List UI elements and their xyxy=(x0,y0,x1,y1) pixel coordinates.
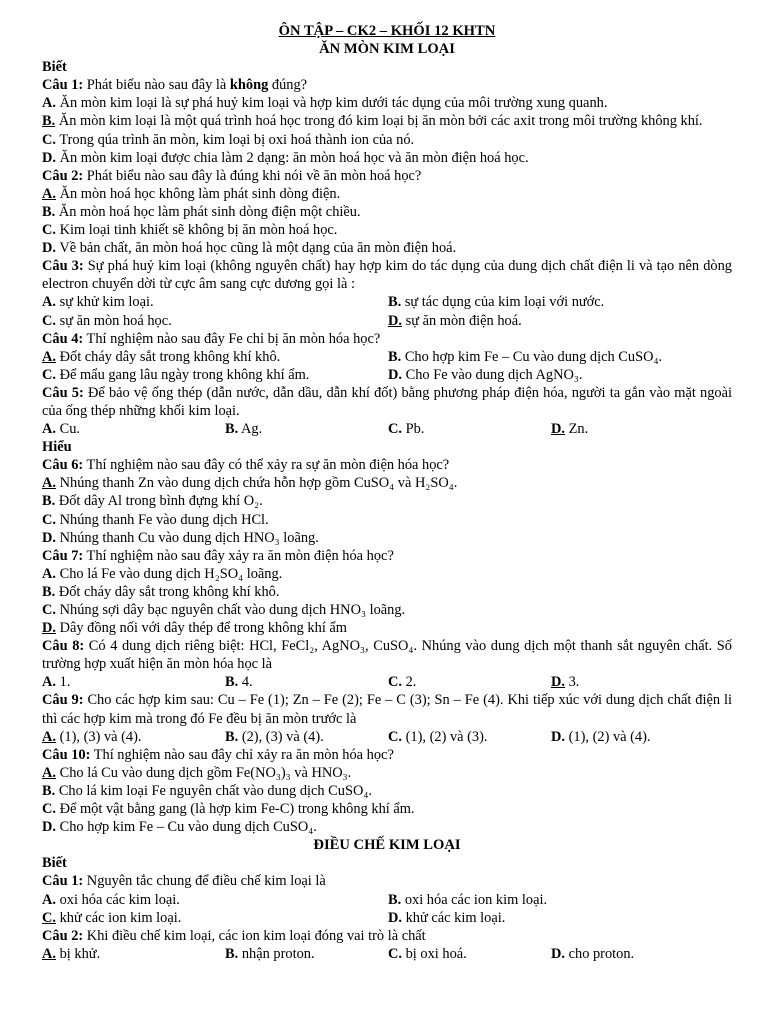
option-letter-marked: B. xyxy=(42,113,56,130)
option-letter: A. xyxy=(42,95,56,112)
option-text: (1), (2) và (4). xyxy=(568,728,651,745)
option xyxy=(42,565,732,583)
option xyxy=(42,619,732,637)
option-text: bị oxi hoá. xyxy=(405,945,467,962)
option-letter-marked: A. xyxy=(42,764,56,781)
option-text: bị khử. xyxy=(59,945,101,962)
question-stem: Thí nghiệm nào sau đây chỉ xảy ra ăn mòn hóa học? xyxy=(93,746,394,763)
question-stem: Sự phá huỷ kim loại (không nguyên chất) hay hợp kim do tác dụng của dung dịch chất điện li và tạo nên dòng electron chuyển dời từ cực âm sang cực dương gọi là : xyxy=(42,258,732,293)
options-row xyxy=(42,366,732,384)
option xyxy=(42,583,732,601)
question-stem: Khi điều chế kim loại, các ion kim loại đóng vai trò là chất xyxy=(86,927,426,944)
options-row xyxy=(42,909,732,927)
question-stem-emphasis: không xyxy=(229,77,269,94)
level-heading: Biết xyxy=(42,855,67,872)
option xyxy=(42,492,732,510)
question xyxy=(42,456,732,474)
question-number: Câu 10: xyxy=(42,746,91,763)
options-row xyxy=(42,312,732,330)
option-text: Về bản chất, ăn mòn hoá học cũng là một dạng của ăn mòn điện hoá. xyxy=(59,240,457,257)
question xyxy=(42,872,732,890)
option-text: Ăn mòn hoá học làm phát sinh dòng điện một chiều. xyxy=(58,203,361,220)
option xyxy=(388,420,424,438)
option-letter: A. xyxy=(42,891,56,908)
question-stem: Thí nghiệm nào sau đây Fe chỉ bị ăn mòn hóa học? xyxy=(86,330,381,347)
option-letter: B. xyxy=(42,493,56,510)
options-row xyxy=(42,348,732,366)
option-letter: C. xyxy=(42,801,56,818)
question-number: Câu 8: xyxy=(42,638,85,655)
option-text: Ăn mòn kim loại là sự phá huỷ kim loại và hợp kim dưới tác dụng của môi trường xung quanh. xyxy=(59,95,608,112)
option xyxy=(551,728,651,746)
option-text: sự ăn mòn điện hoá. xyxy=(405,312,522,329)
option-text: khử các ion kim loại. xyxy=(59,909,182,926)
option-text: Pb. xyxy=(405,421,425,438)
option xyxy=(551,945,634,963)
question xyxy=(42,257,732,293)
option-text: Cho Fe vào dung dịch AgNO₃. xyxy=(405,366,583,383)
option-text: (1), (3) và (4). xyxy=(59,728,142,745)
question-stem: Phát biểu nào sau đây là xyxy=(86,77,230,94)
options-row xyxy=(42,420,732,438)
question-stem: Cho các hợp kim sau: Cu – Fe (1); Zn – Fe (2); Fe – C (3); Sn – Fe (4). Khi tiếp xúc với dung dịch chất điện li thì các hợp kim mà trong đó Fe đều bị ăn mòn trước là xyxy=(42,692,732,727)
option-letter: D. xyxy=(388,366,402,383)
question-stem: Nguyên tắc chung để điều chế kim loại là xyxy=(86,873,326,890)
option-letter: A. xyxy=(42,565,56,582)
option-letter-marked: D. xyxy=(42,620,56,637)
option-letter: C. xyxy=(42,511,56,528)
option-text: Cho lá Cu vào dung dịch gồm Fe(NO₃)₃ và HNO₃. xyxy=(59,764,352,781)
option-letter: C. xyxy=(388,421,402,438)
question xyxy=(42,547,732,565)
question-number: Câu 2: xyxy=(42,167,84,184)
option-letter: D. xyxy=(42,529,56,546)
option-text: Đốt dây Al trong bình đựng khí O₂. xyxy=(58,493,263,510)
option-text: sự khử kim loại. xyxy=(59,294,154,311)
level-heading: Hiểu xyxy=(42,439,72,456)
option-letter: B. xyxy=(225,728,239,745)
option-text: Kim loại tinh khiết sẽ không bị ăn mòn hoá học. xyxy=(59,222,338,239)
option-letter: B. xyxy=(388,294,402,311)
option-letter: C. xyxy=(42,131,56,148)
option-letter: A. xyxy=(42,421,56,438)
option-text: sự tác dụng của kim loại với nước. xyxy=(404,294,605,311)
option xyxy=(388,945,467,963)
option-letter: B. xyxy=(225,674,239,691)
option xyxy=(42,149,732,167)
option xyxy=(42,673,70,691)
option-text: 4. xyxy=(241,674,253,691)
option xyxy=(42,511,732,529)
option-text: Cho hợp kim Fe – Cu vào dung dịch CuSO₄. xyxy=(404,348,663,365)
option-text: 2. xyxy=(405,674,417,691)
option-letter: A. xyxy=(42,294,56,311)
option-text: oxi hóa các ion kim loại. xyxy=(404,891,548,908)
option xyxy=(42,94,732,112)
question-stem: Thí nghiệm nào sau đây xảy ra ăn mòn điện hóa học? xyxy=(86,547,394,564)
option xyxy=(225,673,253,691)
question xyxy=(42,76,732,94)
question xyxy=(42,330,732,348)
question xyxy=(42,637,732,673)
option xyxy=(42,203,732,221)
option-text: Để mẩu gang lâu ngày trong không khí ẩm. xyxy=(59,366,310,383)
option xyxy=(388,728,488,746)
option xyxy=(42,348,280,366)
question-stem: Phát biểu nào sau đây là đúng khi nói về ăn mòn hoá học? xyxy=(86,167,422,184)
option-text: Nhúng thanh Zn vào dung dịch chứa hỗn hợp gồm CuSO₄ và H₂SO₄. xyxy=(59,475,458,492)
options-row xyxy=(42,728,732,746)
option xyxy=(42,185,732,203)
question xyxy=(42,384,732,420)
option xyxy=(388,366,583,384)
option xyxy=(225,945,315,963)
option-letter-marked: A. xyxy=(42,185,56,202)
option-letter-marked: A. xyxy=(42,945,56,962)
option xyxy=(42,891,180,909)
option xyxy=(42,112,732,130)
option-text: cho proton. xyxy=(568,945,635,962)
option-letter: B. xyxy=(225,945,239,962)
option-text: Cho lá Fe vào dung dịch H₂SO₄ loãng. xyxy=(59,565,283,582)
option-letter: A. xyxy=(42,674,56,691)
question-number: Câu 5: xyxy=(42,384,84,401)
option-text: khử các kim loại. xyxy=(405,909,506,926)
option-text: 1. xyxy=(59,674,71,691)
option-text: oxi hóa các kim loại. xyxy=(59,891,180,908)
option-letter: D. xyxy=(42,149,56,166)
option xyxy=(42,909,181,927)
option-text: Ag. xyxy=(241,421,263,438)
option-letter-marked: D. xyxy=(551,421,565,438)
option xyxy=(225,420,262,438)
option xyxy=(42,529,732,547)
option-text: Nhúng thanh Cu vào dung dịch HNO₃ loãng. xyxy=(59,529,319,546)
option-letter-marked: D. xyxy=(388,312,402,329)
option xyxy=(388,348,662,366)
option-letter: C. xyxy=(388,674,402,691)
option-text: Đốt cháy dây sắt trong không khí khô. xyxy=(58,583,280,600)
option xyxy=(42,764,732,782)
option xyxy=(388,293,604,311)
option xyxy=(225,728,324,746)
option-text: Ăn mòn hoá học không làm phát sinh dòng điện. xyxy=(59,185,341,202)
option-text: Cho lá kim loại Fe nguyên chất vào dung dịch CuSO₄. xyxy=(58,782,372,799)
option xyxy=(551,420,588,438)
options-row xyxy=(42,673,732,691)
question xyxy=(42,927,732,945)
option-letter: B. xyxy=(225,421,239,438)
question xyxy=(42,167,732,185)
option xyxy=(42,474,732,492)
option xyxy=(388,891,547,909)
question-number: Câu 1: xyxy=(42,873,84,890)
options-row xyxy=(42,891,732,909)
question-stem: đúng? xyxy=(268,77,308,94)
option-letter: B. xyxy=(42,203,56,220)
option xyxy=(42,601,732,619)
option xyxy=(42,366,309,384)
option-letter: B. xyxy=(42,782,56,799)
option-letter: C. xyxy=(42,222,56,239)
option-letter: D. xyxy=(42,819,56,836)
question-stem: Có 4 dung dịch riêng biệt: HCl, FeCl₂, AgNO₃, CuSO₄. Nhúng vào dung dịch một thanh sắt nguyên chất. Số trường hợp xuất hiện ăn mòn hóa học là xyxy=(42,638,732,673)
option xyxy=(42,818,732,836)
question-number: Câu 9: xyxy=(42,692,84,709)
option-text: Trong qúa trình ăn mòn, kim loại bị oxi hoá thành ion của nó. xyxy=(59,131,415,148)
question-number: Câu 3: xyxy=(42,258,84,275)
question-stem: Để bảo vệ ống thép (dẫn nước, dẫn dầu, dẫn khí đốt) bằng phương pháp điện hóa, người ta gắn vào mặt ngoài của ống thép những khối kim loại. xyxy=(42,384,732,419)
section-title: ĂN MÒN KIM LOẠI xyxy=(319,41,455,58)
option-letter: C. xyxy=(388,945,402,962)
option-text: Dây đồng nối với dây thép để trong không khí ẩm xyxy=(59,620,347,637)
option-text: Cu. xyxy=(59,421,81,438)
option-letter: B. xyxy=(388,348,402,365)
option xyxy=(388,673,416,691)
option-text: Nhúng sợi dây bạc nguyên chất vào dung dịch HNO₃ loãng. xyxy=(59,602,406,618)
option-text: Đốt cháy dây sắt trong không khí khô. xyxy=(59,348,281,365)
option xyxy=(42,312,172,330)
option xyxy=(42,293,154,311)
option-letter: D. xyxy=(42,240,56,257)
question xyxy=(42,691,732,727)
option-letter: C. xyxy=(42,602,56,618)
section-title: ĐIỀU CHẾ KIM LOẠI xyxy=(313,837,461,854)
option xyxy=(42,782,732,800)
option-text: (2), (3) và (4). xyxy=(241,728,324,745)
option-letter: B. xyxy=(388,891,402,908)
option-letter: D. xyxy=(388,909,402,926)
question-number: Câu 4: xyxy=(42,330,84,347)
option-text: Ăn mòn kim loại được chia làm 2 dạng: ăn mòn hoá học và ăn mòn điện hoá học. xyxy=(59,149,529,166)
option xyxy=(42,420,80,438)
option-letter-marked: C. xyxy=(42,909,56,926)
option xyxy=(42,800,732,818)
option xyxy=(42,131,732,149)
question-number: Câu 6: xyxy=(42,457,84,474)
option-letter-marked: A. xyxy=(42,348,56,365)
options-row xyxy=(42,293,732,311)
option-letter: D. xyxy=(551,728,565,745)
option-text: Nhúng thanh Fe vào dung dịch HCl. xyxy=(59,511,269,528)
question-stem: Thí nghiệm nào sau đây có thể xảy ra sự ăn mòn điện hóa học? xyxy=(86,457,450,474)
option xyxy=(42,239,732,257)
option-letter-marked: A. xyxy=(42,728,56,745)
option-letter: C. xyxy=(42,312,56,329)
option-text: (1), (2) và (3). xyxy=(405,728,488,745)
options-row xyxy=(42,945,732,963)
option-letter: B. xyxy=(42,583,56,600)
option-letter: C. xyxy=(42,366,56,383)
option-text: sự ăn mòn hoá học. xyxy=(59,312,172,329)
worksheet-page xyxy=(42,22,732,963)
option-letter: C. xyxy=(388,728,402,745)
option-letter-marked: D. xyxy=(551,674,565,691)
option xyxy=(42,728,142,746)
option-text: Cho hợp kim Fe – Cu vào dung dịch CuSO₄. xyxy=(59,819,317,836)
question-number: Câu 7: xyxy=(42,547,84,564)
option-text: Zn. xyxy=(568,421,589,438)
option-letter-marked: A. xyxy=(42,475,56,492)
question-number: Câu 1: xyxy=(42,77,84,94)
option-text: nhận proton. xyxy=(241,945,315,962)
option-text: Ăn mòn kim loại là một quá trình hoá học trong đó kim loại bị ăn mòn bởi các axit trong môi trường không khí. xyxy=(58,113,703,130)
option-text: 3. xyxy=(568,674,580,691)
option xyxy=(388,312,522,330)
page-title: ÔN TẬP – CK2 – KHỐI 12 KHTN xyxy=(278,23,496,39)
option xyxy=(42,221,732,239)
option xyxy=(42,945,100,963)
question xyxy=(42,746,732,764)
level-heading: Biết xyxy=(42,59,67,76)
option-letter: D. xyxy=(551,945,565,962)
option xyxy=(388,909,505,927)
option xyxy=(551,673,579,691)
question-number: Câu 2: xyxy=(42,927,84,944)
option-text: Để một vật bằng gang (là hợp kim Fe-C) trong không khí ẩm. xyxy=(59,801,415,818)
